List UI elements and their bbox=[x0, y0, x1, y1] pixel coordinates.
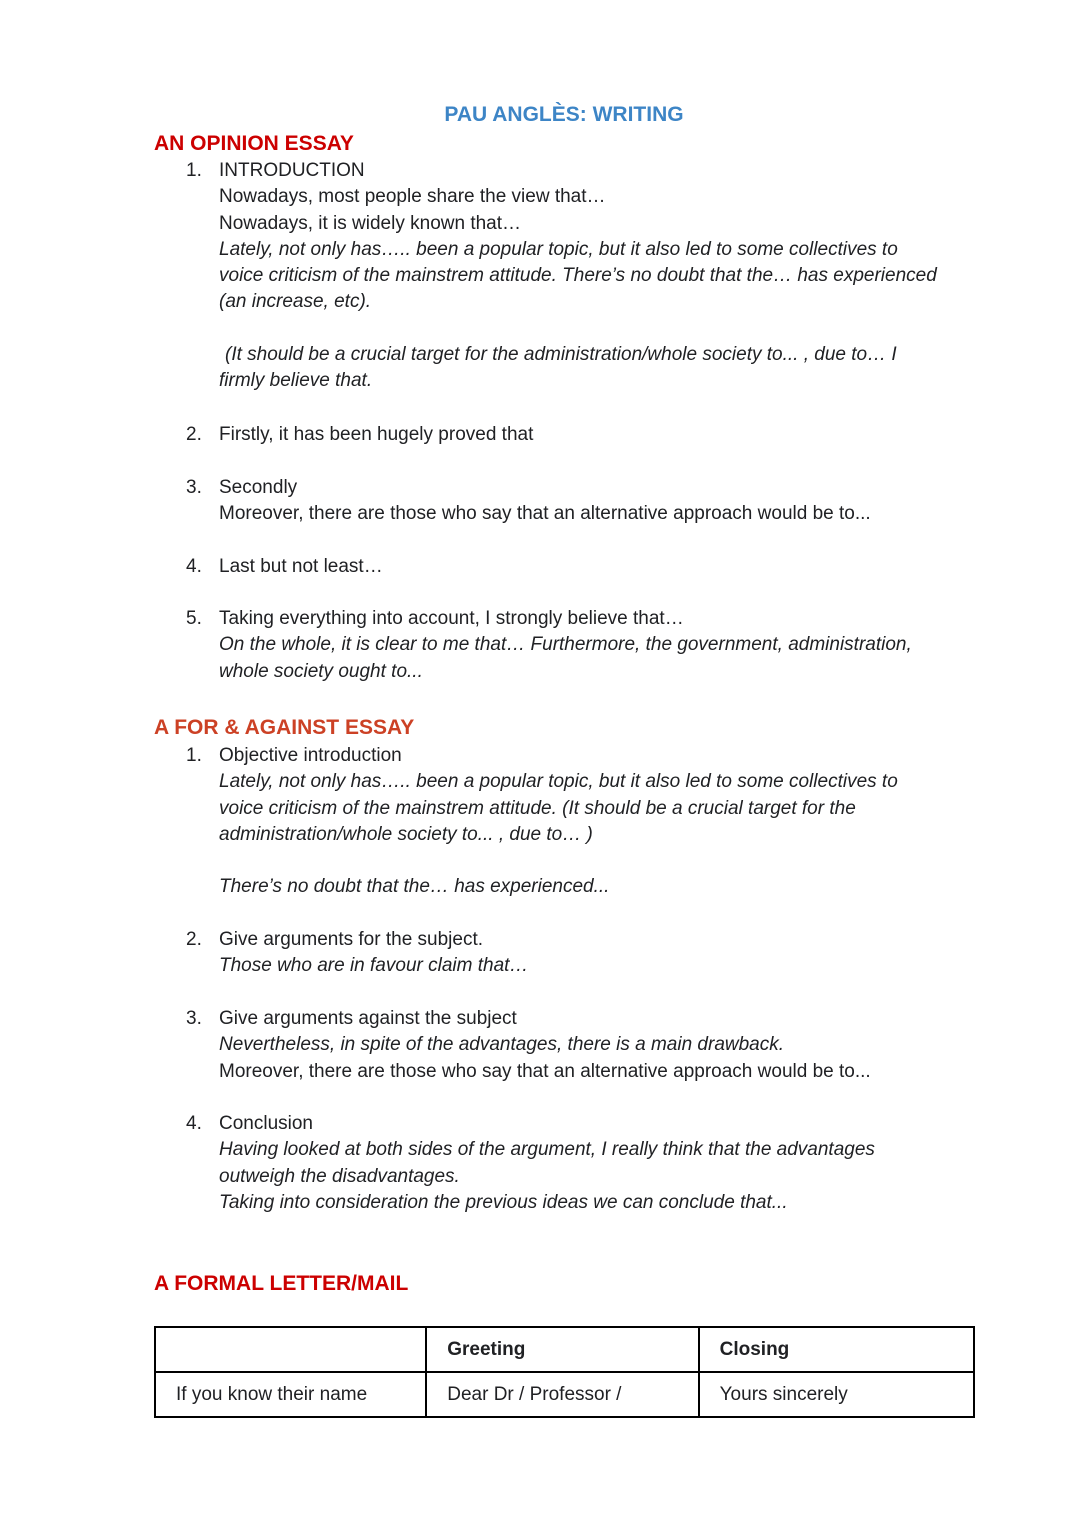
item-number: 1. bbox=[186, 745, 202, 766]
italic-phrase: Those who are in favour claim that… bbox=[219, 955, 529, 977]
item-number: 4. bbox=[186, 1113, 202, 1134]
item-number: 3. bbox=[186, 477, 202, 498]
opinion-item-4 bbox=[186, 554, 986, 580]
item-heading: Last but not least… bbox=[219, 556, 383, 577]
table-header-cell bbox=[155, 1327, 426, 1372]
table-header-row bbox=[155, 1327, 974, 1372]
item-number: 1. bbox=[186, 160, 202, 181]
item-number: 2. bbox=[186, 929, 202, 950]
formal-letter-table bbox=[154, 1326, 975, 1418]
italic-phrase: Lately, not only has….. been a popular topic, but it also led to some collectives to bbox=[219, 771, 898, 793]
table-row bbox=[155, 1372, 974, 1417]
italic-phrase: voice criticism of the mainstrem attitude. (It should be a crucial target for the bbox=[219, 797, 856, 819]
opinion-item-3 bbox=[186, 475, 986, 528]
for-against-item-1 bbox=[186, 743, 986, 901]
italic-phrase: Having looked at both sides of the argument, I really think that the advantages bbox=[219, 1139, 875, 1161]
item-heading: INTRODUCTION bbox=[219, 160, 365, 181]
opinion-item-1 bbox=[186, 158, 986, 395]
item-heading: Give arguments against the subject bbox=[219, 1008, 517, 1029]
italic-phrase: Taking into consideration the previous ideas we can conclude that... bbox=[219, 1191, 788, 1213]
page-title: PAU ANGLÈS: WRITING bbox=[444, 103, 684, 126]
for-against-essay-heading: A FOR & AGAINST ESSAY bbox=[154, 716, 415, 739]
italic-phrase: Nevertheless, in spite of the advantages, there is a main drawback. bbox=[219, 1034, 785, 1056]
table-cell: If you know their name bbox=[155, 1372, 426, 1417]
italic-phrase: There’s no doubt that the… has experienced... bbox=[219, 876, 610, 898]
for-against-item-4 bbox=[186, 1111, 986, 1216]
italic-phrase: outweigh the disadvantages. bbox=[219, 1165, 460, 1187]
phrase: Moreover, there are those who say that an alternative approach would be to... bbox=[219, 503, 871, 525]
italic-phrase: firmly believe that. bbox=[219, 370, 373, 392]
item-number: 5. bbox=[186, 608, 202, 629]
italic-phrase: Lately, not only has….. been a popular topic, but it also led to some collectives to bbox=[219, 238, 898, 260]
item-heading: Secondly bbox=[219, 477, 298, 498]
opinion-essay-heading: AN OPINION ESSAY bbox=[154, 132, 354, 155]
item-number: 3. bbox=[186, 1008, 202, 1029]
table-header-cell: Closing bbox=[699, 1327, 974, 1372]
table-header-cell: Greeting bbox=[426, 1327, 698, 1372]
table-cell: Dear Dr / Professor / bbox=[426, 1372, 698, 1417]
opinion-item-2 bbox=[186, 422, 986, 448]
phrase: Moreover, there are those who say that an alternative approach would be to... bbox=[219, 1060, 871, 1082]
item-heading: Give arguments for the subject. bbox=[219, 929, 484, 950]
for-against-item-2 bbox=[186, 927, 986, 980]
item-number: 4. bbox=[186, 556, 202, 577]
item-heading: Firstly, it has been hugely proved that bbox=[219, 424, 534, 445]
phrase: Nowadays, most people share the view that… bbox=[219, 186, 606, 208]
italic-phrase: administration/whole society to... , due to… ) bbox=[219, 823, 593, 845]
formal-letter-heading: A FORMAL LETTER/MAIL bbox=[154, 1272, 409, 1295]
item-number: 2. bbox=[186, 424, 202, 445]
phrase: Nowadays, it is widely known that… bbox=[219, 212, 522, 234]
item-heading: Conclusion bbox=[219, 1113, 313, 1134]
italic-phrase: whole society ought to... bbox=[219, 660, 423, 682]
italic-phrase: voice criticism of the mainstrem attitude. There’s no doubt that the… has experienced bbox=[219, 265, 937, 287]
table-cell: Yours sincerely bbox=[699, 1372, 974, 1417]
item-heading: Taking everything into account, I strongly believe that… bbox=[219, 608, 684, 629]
italic-phrase: (It should be a crucial target for the administration/whole society to... , due to… I bbox=[225, 344, 897, 366]
for-against-item-3 bbox=[186, 1006, 986, 1085]
opinion-item-5 bbox=[186, 606, 986, 685]
italic-phrase: (an increase, etc). bbox=[219, 291, 372, 313]
italic-phrase: On the whole, it is clear to me that… Furthermore, the government, administration, bbox=[219, 634, 912, 656]
item-heading: Objective introduction bbox=[219, 745, 402, 766]
